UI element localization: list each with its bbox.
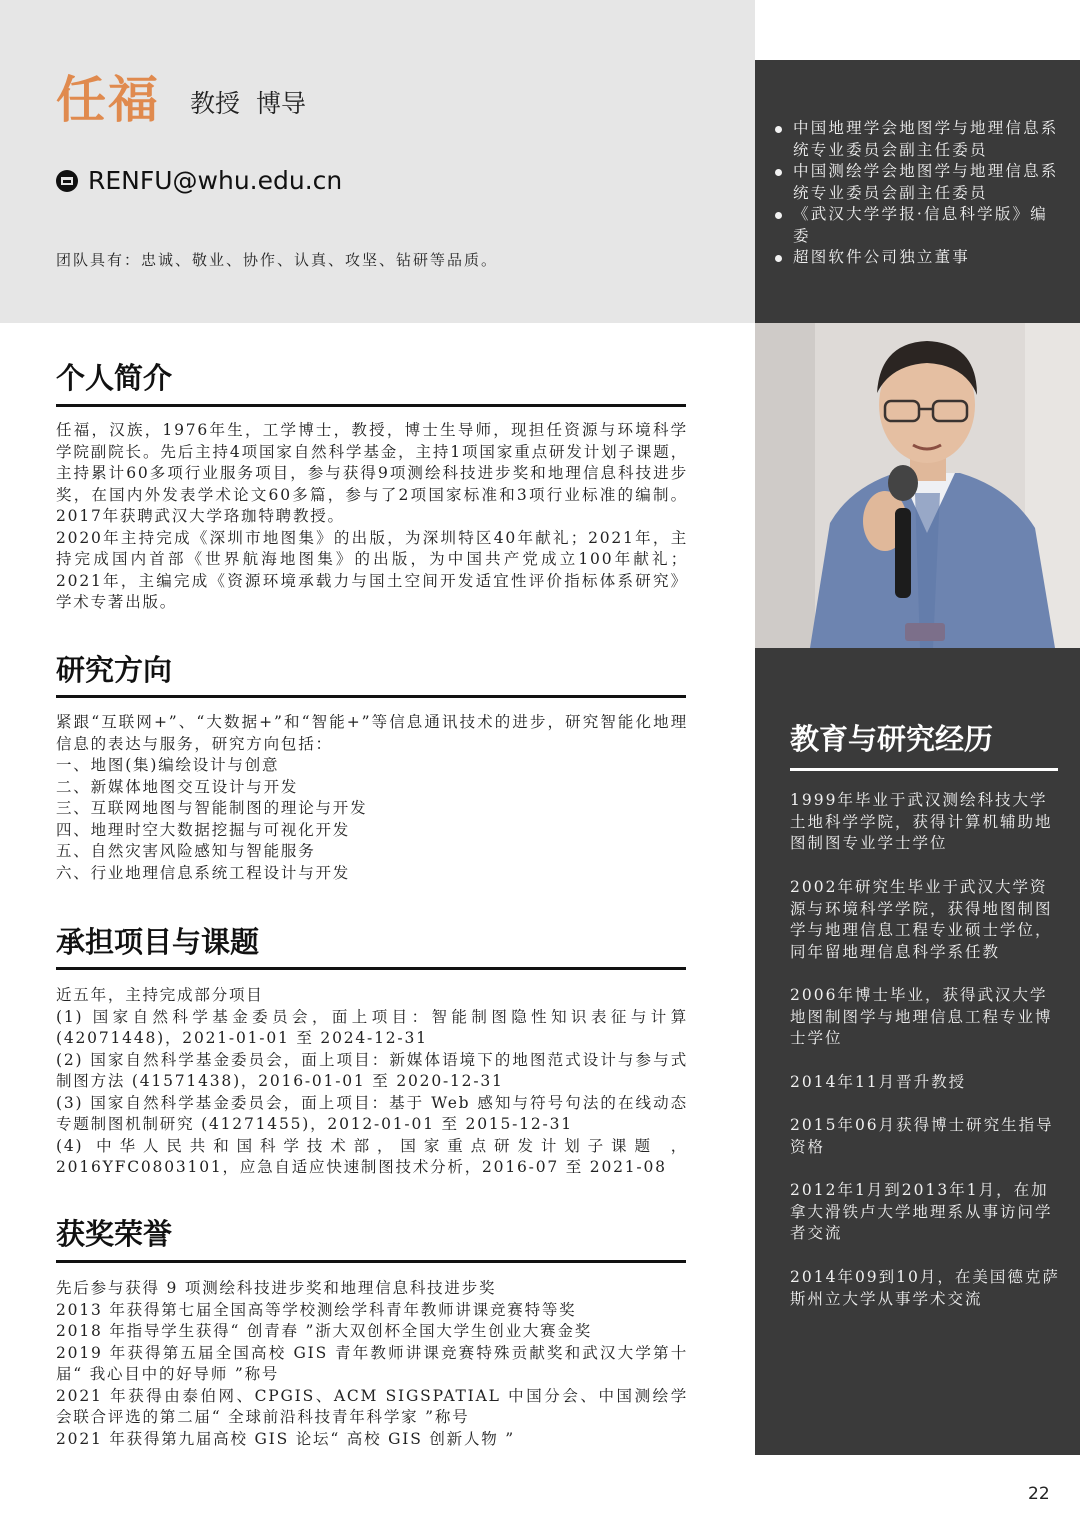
award-item: 2019 年获得第五届全国高校 GIS 青年教师讲课竞赛特殊贡献奖和武汉大学第十届“ 我心目中的好导师 ”称号 [56, 1343, 688, 1383]
research-item: 六、行业地理信息系统工程设计与开发 [56, 863, 351, 882]
education-divider [790, 768, 1058, 771]
awards-text [56, 1278, 688, 1450]
projects-heading: 承担项目与课题 [56, 925, 260, 959]
bio-text [56, 420, 688, 614]
team-motto: 团队具有：忠诚、敬业、协作、认真、攻坚、钻研等品质。 [56, 251, 499, 269]
bio-heading: 个人简介 [56, 361, 173, 395]
portrait-photo [755, 323, 1080, 648]
education-heading: 教育与研究经历 [790, 722, 994, 756]
education-item: 2002年研究生毕业于武汉大学资源与环境科学学院，获得地图制图学与地理信息工程专业硕士学位，同年留地理信息科学系任教 [790, 878, 1053, 961]
project-item: (2) 国家自然科学基金委员会，面上项目：新媒体语境下的地图范式设计与参与式制图方法 (41571438)，2016-01-01 至 2020-12-31 [56, 1050, 688, 1090]
research-intro: 紧跟“互联网+”、“大数据+”和“智能+”等信息通讯技术的进步，研究智能化地理信息的表达与服务，研究方向包括： [56, 713, 688, 753]
mail-icon [56, 170, 78, 192]
role-item: 中国地理学会地图学与地理信息系统专业委员会副主任委员 [775, 118, 1065, 161]
award-item: 2021 年获得由泰伯网、CPGIS、ACM SIGSPATIAL 中国分会、中国测绘学会联合评选的第二届“ 全球前沿科技青年科学家 ”称号 [56, 1386, 688, 1426]
education-item: 1999年毕业于武汉测绘科技大学土地科学学院，获得计算机辅助地图制图专业学士学位 [790, 791, 1053, 852]
awards-divider [56, 1260, 686, 1263]
project-item: (4) 中华人民共和国科学技术部，国家重点研发计划子课题 ，2016YFC0803101，应急自适应快速制图技术分析，2016-07 至 2021-08 [56, 1136, 688, 1176]
role-item: 《武汉大学学报·信息科学版》编委 [775, 204, 1065, 247]
award-item: 2021 年获得第九届高校 GIS 论坛“ 高校 GIS 创新人物 ” [56, 1429, 516, 1448]
award-item: 2018 年指导学生获得“ 创青春 ”浙大双创杯全国大学生创业大赛金奖 [56, 1322, 593, 1340]
header-band [0, 0, 755, 323]
bio-paragraph: 任福，汉族，1976年生，工学博士，教授，博士生导师，现担任资源与环境科学学院副院长。先后主持4项国家自然科学基金，主持1项国家重点研发计划子课题，主持累计60多项行业服务项目，参与获得9项测绘科技进步奖和地理信息科技进步奖，在国内外发表学术论文60多篇，参与了2项国家标准和3项行业标准的编制。2017年获聘武汉大学珞珈特聘教授。 [56, 421, 688, 525]
projects-text [56, 985, 688, 1179]
person-name: 任福 [56, 71, 160, 129]
research-item: 四、地理时空大数据挖掘与可视化开发 [56, 820, 351, 839]
portrait-illustration [755, 323, 1080, 648]
awards-heading: 获奖荣誉 [56, 1217, 173, 1251]
person-title: 教授 博导 [190, 89, 306, 118]
role-item: 超图软件公司独立董事 [775, 247, 1065, 269]
education-item: 2014年11月晋升教授 [790, 1073, 967, 1091]
role-item: 中国测绘学会地图学与地理信息系统专业委员会副主任委员 [775, 161, 1065, 204]
research-text [56, 712, 688, 884]
projects-intro: 近五年，主持完成部分项目 [56, 986, 264, 1004]
email-row[interactable] [56, 166, 342, 195]
bio-divider [56, 404, 686, 407]
education-item: 2006年博士毕业，获得武汉大学地图制图学与地理信息工程专业博士学位 [790, 986, 1053, 1047]
roles-list [775, 118, 1065, 269]
bio-paragraph: 2020年主持完成《深圳市地图集》的出版，为深圳特区40年献礼；2021年，主持完成国内首部《世界航海地图集》的出版，为中国共产党成立100年献礼；2021年，主编完成《资源环境承载力与国土空间开发适宜性评价指标体系研究》学术专著出版。 [56, 528, 688, 611]
award-item: 2013 年获得第七届全国高等学校测绘学科青年教师讲课竞赛特等奖 [56, 1300, 577, 1319]
research-heading: 研究方向 [56, 653, 173, 687]
projects-divider [56, 967, 686, 970]
email-address[interactable]: RENFU@whu.edu.cn [88, 166, 343, 195]
research-item: 三、互联网地图与智能制图的理论与开发 [56, 799, 368, 817]
project-item: (3) 国家自然科学基金委员会，面上项目：基于 Web 感知与符号句法的在线动态专题制图机制研究 (41271455)，2012-01-01 至 2015-12-31 [56, 1093, 688, 1133]
project-item: (1) 国家自然科学基金委员会，面上项目：智能制图隐性知识表征与计算(42071448)，2021-01-01 至 2024-12-31 [56, 1007, 688, 1047]
research-item: 五、自然灾害风险感知与智能服务 [56, 842, 316, 860]
research-divider [56, 695, 686, 698]
education-item: 2012年1月到2013年1月，在加拿大滑铁卢大学地理系从事访问学者交流 [790, 1181, 1053, 1242]
education-item: 2015年06月获得博士研究生指导资格 [790, 1116, 1054, 1156]
award-item: 先后参与获得 9 项测绘科技进步奖和地理信息科技进步奖 [56, 1279, 497, 1297]
education-item: 2014年09到10月，在美国德克萨斯州立大学从事学术交流 [790, 1268, 1060, 1308]
page-number: 22 [1028, 1484, 1050, 1504]
research-item: 一、地图(集)编绘设计与创意 [56, 756, 280, 774]
research-item: 二、新媒体地图交互设计与开发 [56, 777, 299, 796]
